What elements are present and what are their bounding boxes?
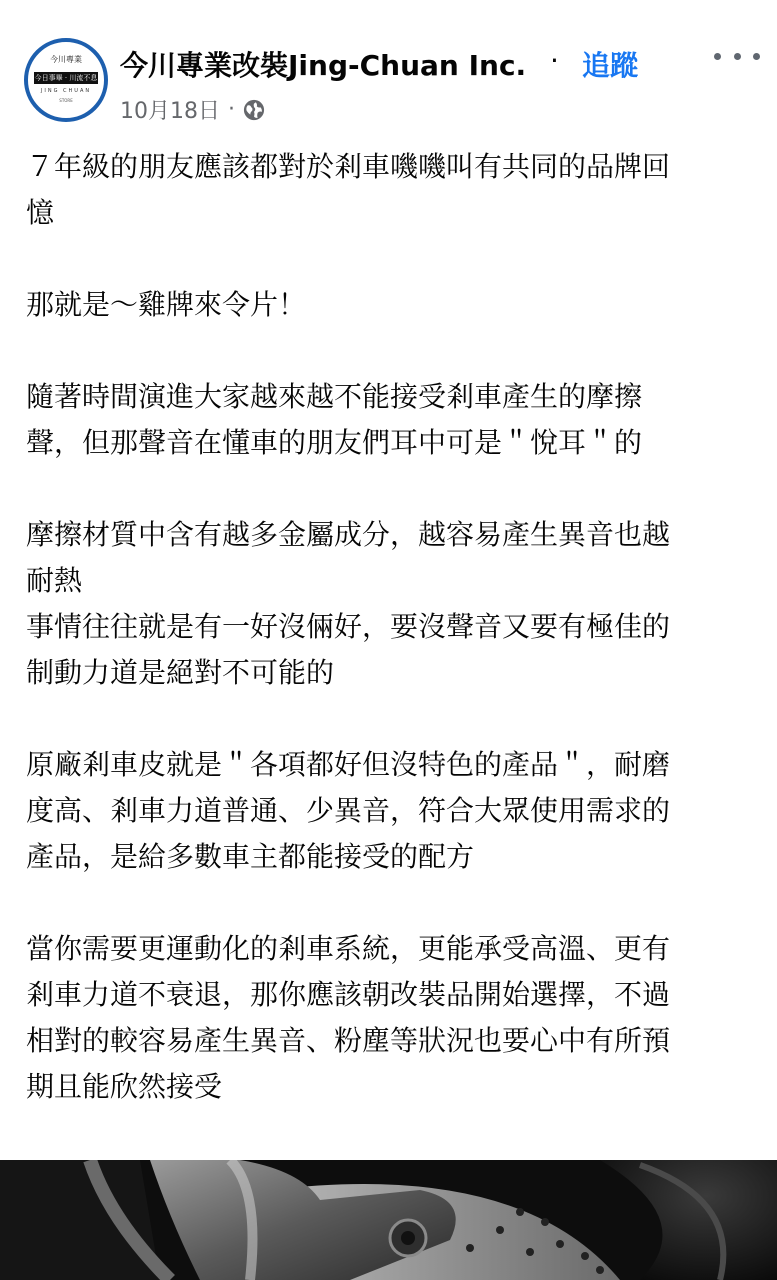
post-paragraph [26,926,756,1110]
follow-button[interactable]: 追蹤 [582,49,639,82]
post-line: 耐熱 [26,564,83,597]
post-line: 度高、剎車力道普通、少異音，符合大眾使用需求的 [26,794,671,827]
post-line: 期且能欣然接受 [26,1070,223,1103]
avatar-top-text: 今川專業 [50,55,82,64]
avatar-band-text: 今日事畢 · 川流不息 [34,74,98,82]
post-line: 那就是～雞牌來令片！ [26,288,307,321]
post-line: 事情往往就是有一好沒倆好，要沒聲音又要有極佳的 [26,610,671,643]
post-header [0,0,777,130]
post-date-link[interactable]: 10月18日 [120,99,220,124]
brake-caliper-image [0,1160,777,1280]
post-line: 憶 [26,196,55,229]
avatar-tiny-text: STORE [59,98,73,103]
page-name-link[interactable]: 今川專業改裝Jing-Chuan Inc. [120,49,527,82]
avatar-sub-text: JING CHUAN [40,88,92,94]
post-paragraph [26,374,756,466]
post-line: 摩擦材質中含有越多金屬成分，越容易產生異音也越 [26,518,671,551]
post-line: 產品，是給多數車主都能接受的配方 [26,840,475,873]
globe-icon[interactable] [243,99,265,121]
post-line: 當你需要更運動化的剎車系統，更能承受高溫、更有 [26,932,671,965]
post-paragraph [26,144,756,236]
more-dot [734,53,741,60]
post-line: 原廠剎車皮就是＂各項都好但沒特色的產品＂，耐磨 [26,748,671,781]
post-line: 制動力道是絕對不可能的 [26,656,335,689]
page-avatar[interactable] [24,38,108,122]
more-dot [714,53,721,60]
more-dot [753,53,760,60]
post-paragraph [26,512,756,696]
post-line: 相對的較容易產生異音、粉塵等狀況也要心中有所預 [26,1024,671,1057]
post-line: 聲，但那聲音在懂車的朋友們耳中可是＂悅耳＂的 [26,426,643,459]
post-meta [120,94,265,125]
post-body [26,144,756,1202]
header-separator: · [550,44,559,77]
post-paragraph [26,742,756,880]
post-line: ７年級的朋友應該都對於剎車嘰嘰叫有共同的品牌回 [26,150,671,183]
post-line: 剎車力道不衰退，那你應該朝改裝品開始選擇，不過 [26,978,671,1011]
post-photo[interactable] [0,1160,777,1280]
more-horizontal-icon[interactable] [714,42,760,70]
meta-separator: · [228,97,235,122]
post-line: 隨著時間演進大家越來越不能接受剎車產生的摩擦 [26,380,643,413]
post-paragraph [26,282,756,328]
